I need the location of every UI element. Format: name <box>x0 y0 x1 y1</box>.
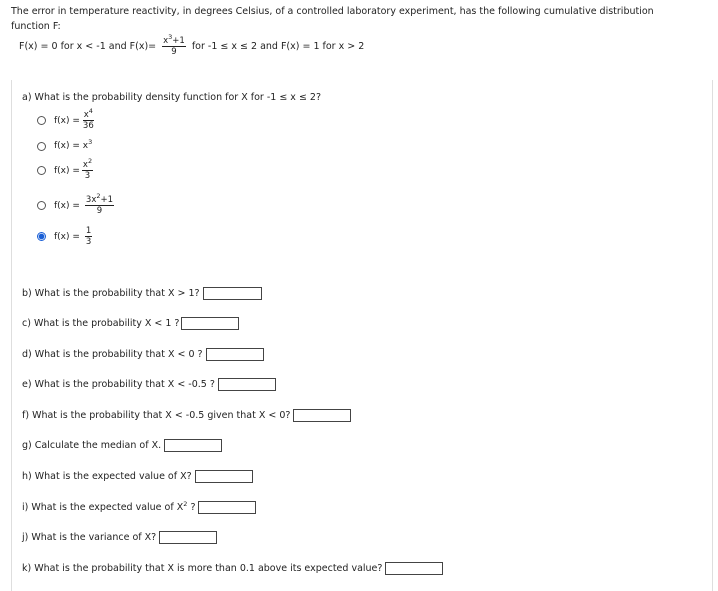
answer-h-input[interactable] <box>195 470 253 483</box>
option-a-2[interactable]: f(x) = x 3 <box>37 141 92 151</box>
radio-button-selected[interactable] <box>37 232 46 241</box>
cdf-num-exp: 3 <box>168 33 173 41</box>
question-panel <box>11 80 713 591</box>
problem-intro <box>11 4 711 34</box>
cdf-num-base: x <box>163 36 169 46</box>
cdf-den: 9 <box>171 47 177 57</box>
radio-button[interactable] <box>37 201 46 210</box>
cdf-fraction <box>162 33 186 57</box>
cdf-num-rest: +1 <box>172 36 185 46</box>
intro-line-2: function F: <box>11 21 61 32</box>
answer-e-input[interactable] <box>218 378 276 391</box>
option-a-5[interactable]: f(x) = $\frac{1}{3}$ <box>37 226 94 247</box>
question-g: g) Calculate the median of X. <box>22 439 222 452</box>
question-k: k) What is the probability that X is more than 0.1 above its expected value? <box>22 562 443 575</box>
question-a <box>22 92 321 103</box>
question-j: j) What is the variance of X? <box>22 531 217 544</box>
cdf-part-1: F(x) = 0 for x < -1 and F(x)= <box>19 41 157 52</box>
question-b: b) What is the probability that X > 1? <box>22 287 262 300</box>
option-a-4[interactable]: f(x) = $\frac{3x^2+1}{9}$ <box>37 195 116 216</box>
question-c: c) What is the probability X < 1 ? <box>22 317 239 330</box>
question-i: i) What is the expected value of X 2 ? <box>22 501 256 514</box>
answer-k-input[interactable] <box>385 562 443 575</box>
cdf-definition <box>19 33 365 57</box>
question-h: h) What is the expected value of X? <box>22 470 253 483</box>
option-a-3[interactable]: f(x) = $\frac{x^2}{3}$ <box>37 160 95 181</box>
intro-line-1: The error in temperature reactivity, in degrees Celsius, of a controlled laboratory experiment, has the following cumulative distribution <box>11 6 654 17</box>
answer-c-input[interactable] <box>181 317 239 330</box>
cdf-part-2: for -1 ≤ x ≤ 2 and F(x) = 1 for x > 2 <box>191 41 365 52</box>
question-e: e) What is the probability that X < -0.5 ? <box>22 378 276 391</box>
answer-f-input[interactable] <box>293 409 351 422</box>
question-d: d) What is the probability that X < 0 ? <box>22 348 264 361</box>
answer-j-input[interactable] <box>159 531 217 544</box>
option-a-1[interactable]: f(x) = $\frac{x^4}{36}$ <box>37 110 97 131</box>
answer-i-input[interactable] <box>198 501 256 514</box>
answer-d-input[interactable] <box>206 348 264 361</box>
radio-button[interactable] <box>37 116 46 125</box>
answer-b-input[interactable] <box>203 287 262 300</box>
radio-button[interactable] <box>37 142 46 151</box>
question-a-text: a) What is the probability density function for X for -1 ≤ x ≤ 2? <box>22 92 322 103</box>
answer-g-input[interactable] <box>164 439 222 452</box>
question-f: f) What is the probability that X < -0.5 given that X < 0? <box>22 409 351 422</box>
radio-button[interactable] <box>37 166 46 175</box>
